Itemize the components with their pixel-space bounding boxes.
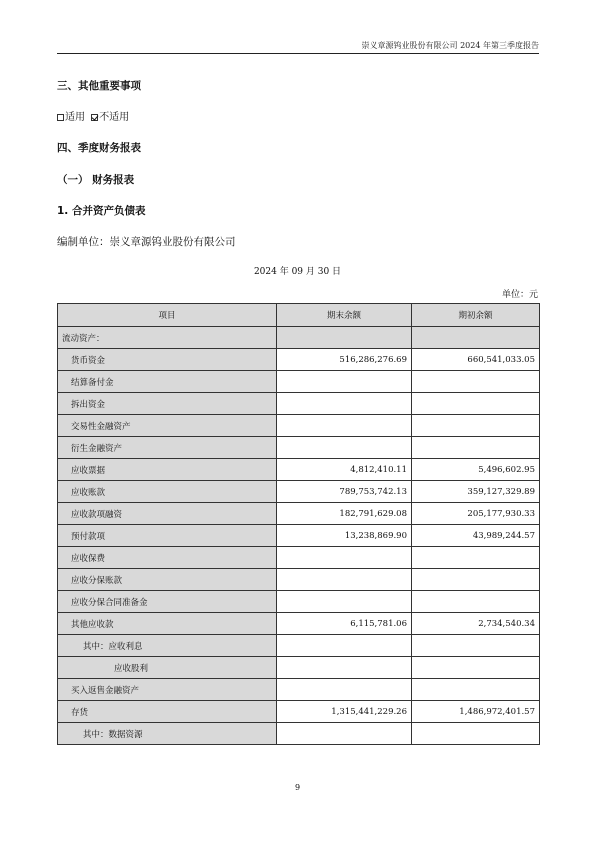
applicable-label: 适用	[65, 112, 85, 123]
row-beginning-value	[412, 371, 540, 393]
row-ending-value	[277, 371, 412, 393]
row-ending-value: 182,791,629.08	[277, 503, 412, 525]
row-ending-value	[277, 393, 412, 415]
report-header-title: 崇义章源钨业股份有限公司 2024 年第三季度报告	[361, 41, 539, 50]
table-row	[58, 635, 540, 657]
header-item: 项目	[58, 304, 277, 327]
section-other-matters-title: 三、其他重要事项	[57, 80, 141, 92]
row-label: 应收股利	[58, 657, 277, 679]
header-divider	[57, 53, 539, 54]
row-label: 预付款项	[58, 525, 277, 547]
currency-unit: 单位：元	[501, 290, 538, 300]
row-ending-value	[277, 569, 412, 591]
table-row	[58, 327, 540, 349]
row-ending-value	[277, 437, 412, 459]
row-ending-value	[277, 635, 412, 657]
row-ending-value	[277, 657, 412, 679]
row-label: 交易性金融资产	[58, 415, 277, 437]
row-beginning-value	[412, 679, 540, 701]
balance-sheet-table	[57, 303, 540, 745]
row-beginning-value	[412, 657, 540, 679]
table-row	[58, 415, 540, 437]
row-beginning-value	[412, 327, 540, 349]
row-label: 其中：应收利息	[58, 635, 277, 657]
row-beginning-value	[412, 437, 540, 459]
row-beginning-value: 2,734,540.34	[412, 613, 540, 635]
row-ending-value: 6,115,781.06	[277, 613, 412, 635]
row-label: 流动资产：	[58, 327, 277, 349]
row-ending-value	[277, 679, 412, 701]
row-label: 应收分保账款	[58, 569, 277, 591]
table-row	[58, 657, 540, 679]
report-date: 2024 年 09 月 30 日	[253, 267, 342, 277]
table-header-row	[58, 304, 540, 327]
table-row	[58, 547, 540, 569]
table-row	[58, 393, 540, 415]
table-row	[58, 437, 540, 459]
subsection-financial-statements-title: （一） 财务报表	[57, 174, 135, 186]
row-ending-value: 13,238,869.90	[277, 525, 412, 547]
table-row	[58, 723, 540, 745]
header-beginning-balance: 期初余额	[412, 304, 540, 327]
header-ending-balance: 期末余额	[277, 304, 412, 327]
row-label: 应收票据	[58, 459, 277, 481]
balance-sheet-title: 1. 合并资产负债表	[57, 205, 146, 217]
page-number: 9	[294, 783, 301, 792]
table-row	[58, 525, 540, 547]
row-ending-value	[277, 723, 412, 745]
row-beginning-value: 205,177,930.33	[412, 503, 540, 525]
row-beginning-value	[412, 569, 540, 591]
row-label: 衍生金融资产	[58, 437, 277, 459]
checked-box-icon	[91, 114, 98, 121]
row-beginning-value	[412, 415, 540, 437]
applicability-line	[57, 108, 129, 123]
not-applicable-label: 不适用	[99, 112, 130, 123]
row-beginning-value: 359,127,329.89	[412, 481, 540, 503]
row-ending-value: 516,286,276.69	[277, 349, 412, 371]
row-beginning-value: 660,541,033.05	[412, 349, 540, 371]
row-label: 存货	[58, 701, 277, 723]
row-label: 拆出资金	[58, 393, 277, 415]
row-ending-value: 789,753,742.13	[277, 481, 412, 503]
row-beginning-value	[412, 591, 540, 613]
table-row	[58, 481, 540, 503]
row-ending-value	[277, 327, 412, 349]
table-row	[58, 679, 540, 701]
row-beginning-value	[412, 723, 540, 745]
row-beginning-value	[412, 393, 540, 415]
row-beginning-value	[412, 547, 540, 569]
compiler-unit: 编制单位：崇义章源钨业股份有限公司	[57, 236, 236, 248]
table-row	[58, 569, 540, 591]
row-label: 应收款项融资	[58, 503, 277, 525]
table-row	[58, 591, 540, 613]
row-label: 应收账款	[58, 481, 277, 503]
row-ending-value	[277, 591, 412, 613]
row-ending-value: 1,315,441,229.26	[277, 701, 412, 723]
unchecked-box-icon	[57, 114, 64, 121]
table-row	[58, 349, 540, 371]
row-beginning-value	[412, 635, 540, 657]
row-beginning-value: 1,486,972,401.57	[412, 701, 540, 723]
row-ending-value	[277, 415, 412, 437]
row-label: 应收分保合同准备金	[58, 591, 277, 613]
row-ending-value	[277, 547, 412, 569]
row-label: 买入返售金融资产	[58, 679, 277, 701]
row-label: 其他应收款	[58, 613, 277, 635]
row-label: 货币资金	[58, 349, 277, 371]
row-label: 结算备付金	[58, 371, 277, 393]
row-ending-value: 4,812,410.11	[277, 459, 412, 481]
row-beginning-value: 5,496,602.95	[412, 459, 540, 481]
table-row	[58, 613, 540, 635]
section-financial-statements-title: 四、季度财务报表	[57, 142, 141, 154]
row-beginning-value: 43,989,244.57	[412, 525, 540, 547]
row-label: 应收保费	[58, 547, 277, 569]
table-row	[58, 371, 540, 393]
table-row	[58, 459, 540, 481]
table-row	[58, 701, 540, 723]
table-row	[58, 503, 540, 525]
row-label: 其中：数据资源	[58, 723, 277, 745]
